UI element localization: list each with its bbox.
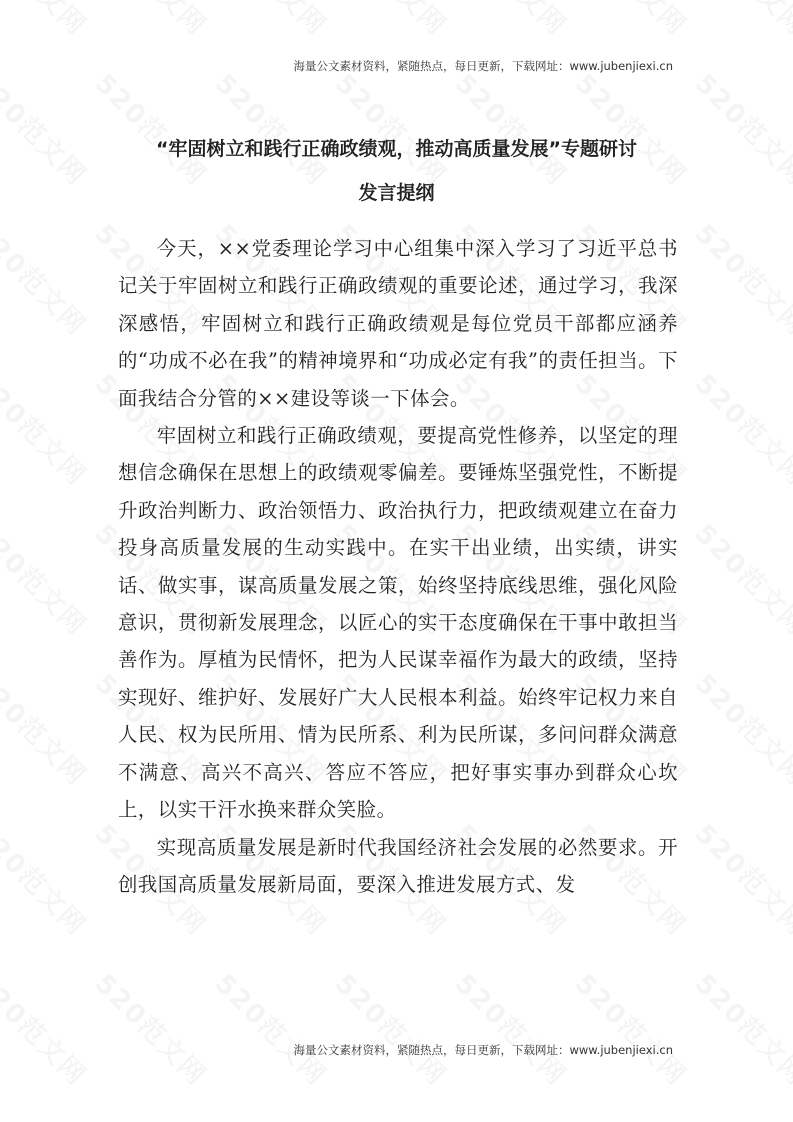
watermark-text <box>0 814 96 942</box>
watermark-text <box>688 364 793 492</box>
watermark-text <box>688 514 793 642</box>
document-body <box>118 230 678 903</box>
watermark-text <box>88 64 216 192</box>
watermark-text <box>688 64 793 192</box>
body-paragraph-2: 牢固树立和践行正确政绩观，要提高党性修养，以坚定的理想信念确保在思想上的政绩观零偏差。要锤炼坚强党性，不断提升政治判断力、政治领悟力、政治执行力，把政绩观建立在奋力投身高质量发展的生动实践中。在实干出业绩，出实绩，讲实话、做实事，谋高质量发展之策，始终坚持底线思维，强化风险意识，贯彻新发展理念，以匠心的实干态度确保在干事中敢担当善作为。厚植为民情怀，把为人民谋幸福作为最大的政绩，坚持实现好、维护好、发展好广大人民根本利益。始终牢记权力来自人民、权为民所用、情为民所系、利为民所谋，多问问群众满意不满意、高兴不高兴、答应不答应，把好事实事办到群众心坎上，以实干汗水换来群众笑脸。 <box>118 424 678 822</box>
watermark-text <box>568 64 696 192</box>
watermark-text <box>448 964 576 1092</box>
watermark-text <box>328 64 456 192</box>
watermark-text <box>328 964 456 1092</box>
watermark-text <box>0 964 96 1092</box>
header-note: 海量公文素材资料，紧随热点，每日更新，下载网址：www.jubenjiexi.cn <box>293 59 673 73</box>
watermark-text <box>688 214 793 342</box>
watermark-text <box>568 0 696 43</box>
watermark-text <box>88 0 216 43</box>
body-paragraph-3: 实现高质量发展是新时代我国经济社会发展的必然要求。开创我国高质量发展新局面，要深入推进发展方式、发 <box>118 835 678 896</box>
watermark-text <box>0 664 96 792</box>
watermark-text <box>0 0 96 43</box>
watermark-text <box>568 964 696 1092</box>
watermark-text <box>328 0 456 43</box>
document-title-line-2: 发言提纲 <box>358 182 435 204</box>
watermark-text <box>688 814 793 942</box>
watermark-text <box>88 964 216 1092</box>
watermark-text <box>208 64 336 192</box>
body-paragraph-1: 今天，××党委理论学习中心组集中深入学习了习近平总书记关于牢固树立和践行正确政绩观的重要论述，通过学习，我深深感悟，牢固树立和践行正确政绩观是每位党员干部都应涵养的“功成不必在我”的精神境界和“功成必定有我”的责任担当。下面我结合分管的××建设等谈一下体会。 <box>118 237 678 410</box>
watermark-text <box>688 964 793 1092</box>
watermark-text <box>0 364 96 492</box>
watermark-text <box>208 0 336 43</box>
watermark-text <box>0 64 96 192</box>
watermark-text <box>0 214 96 342</box>
watermark-text <box>448 0 576 43</box>
watermark-text <box>0 514 96 642</box>
footer-note: 海量公文素材资料，紧随热点，每日更新，下载网址：www.jubenjiexi.cn <box>293 1043 673 1057</box>
document-title-line-1: “牢固树立和践行正确政绩观，推动高质量发展”专题研讨 <box>156 138 637 160</box>
watermark-text <box>448 64 576 192</box>
watermark-text <box>688 0 793 43</box>
watermark-text <box>208 964 336 1092</box>
watermark-text <box>688 664 793 792</box>
